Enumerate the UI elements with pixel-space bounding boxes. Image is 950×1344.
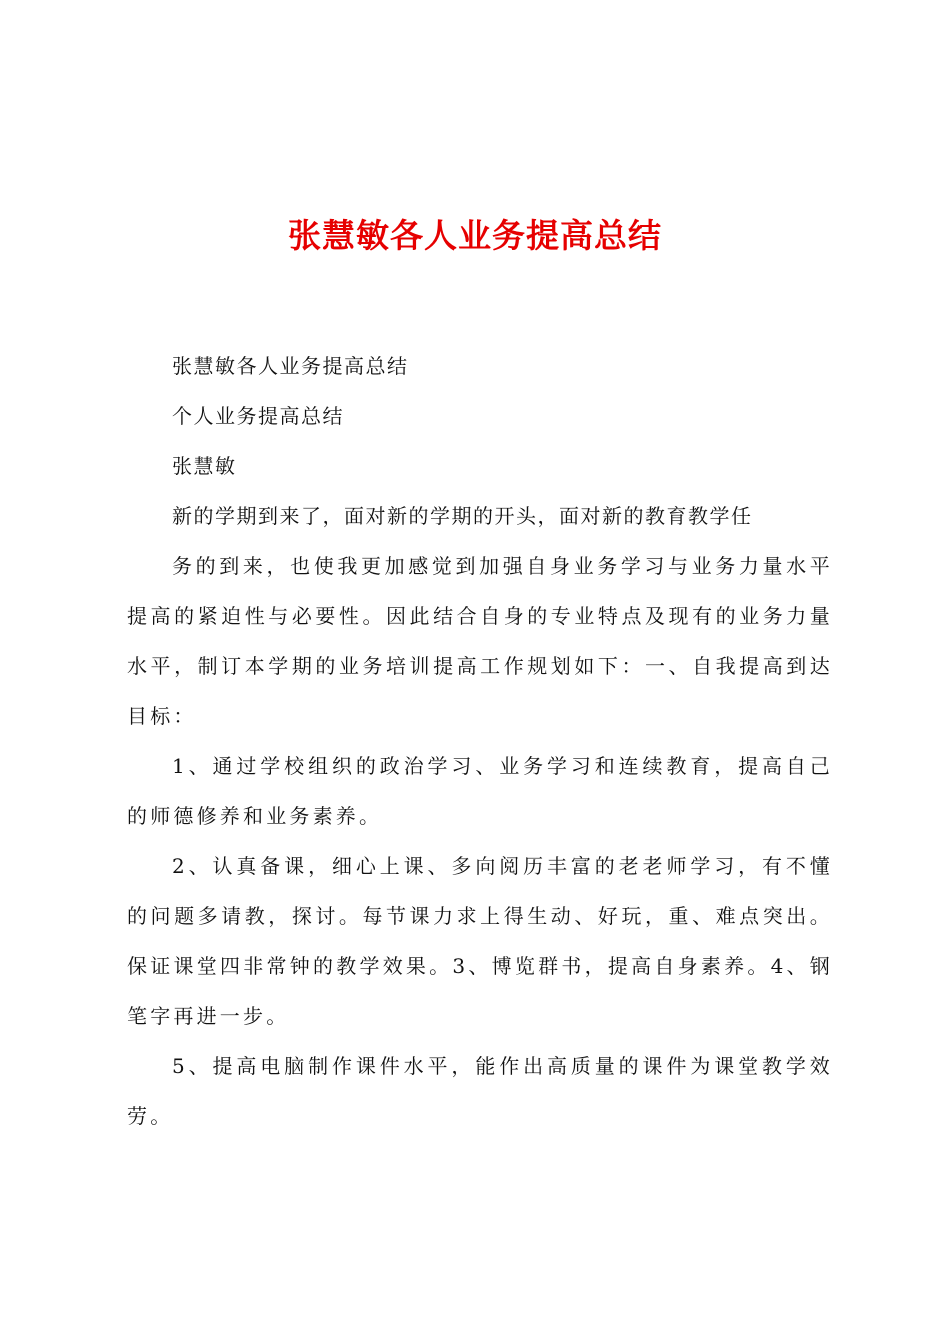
body-line-author: 张慧敏	[172, 454, 237, 478]
body-line-subtitle: 个人业务提高总结	[172, 404, 344, 428]
paragraph-item-1: 1、通过学校组织的政治学习、业务学习和连续教育，提高自己的师德修养和业务素养。	[127, 754, 833, 828]
paragraph-item-2-4: 2、认真备课，细心上课、多向阅历丰富的老老师学习，有不懂的问题多请教，探讨。每节课力求上得生动、好玩，重、难点突出。保证课堂四非常钟的教学效果。3、博览群书，提高自身素养。4、钢笔字再进一步。	[127, 854, 833, 1028]
body-line-intro: 新的学期到来了，面对新的学期的开头，面对新的教育教学任	[172, 504, 753, 528]
paragraph-goals-intro: 务的到来，也使我更加感觉到加强自身业务学习与业务力量水平提高的紧迫性与必要性。因此结合自身的专业特点及现有的业务力量水平，制订本学期的业务培训提高工作规划如下：一、自我提高到达目标：	[127, 554, 833, 728]
paragraph-item-5: 5、提高电脑制作课件水平，能作出高质量的课件为课堂教学效劳。	[127, 1054, 833, 1128]
document-body	[127, 341, 833, 1141]
body-line-heading: 张慧敏各人业务提高总结	[172, 354, 409, 378]
document-title: 张慧敏各人业务提高总结	[288, 216, 662, 255]
